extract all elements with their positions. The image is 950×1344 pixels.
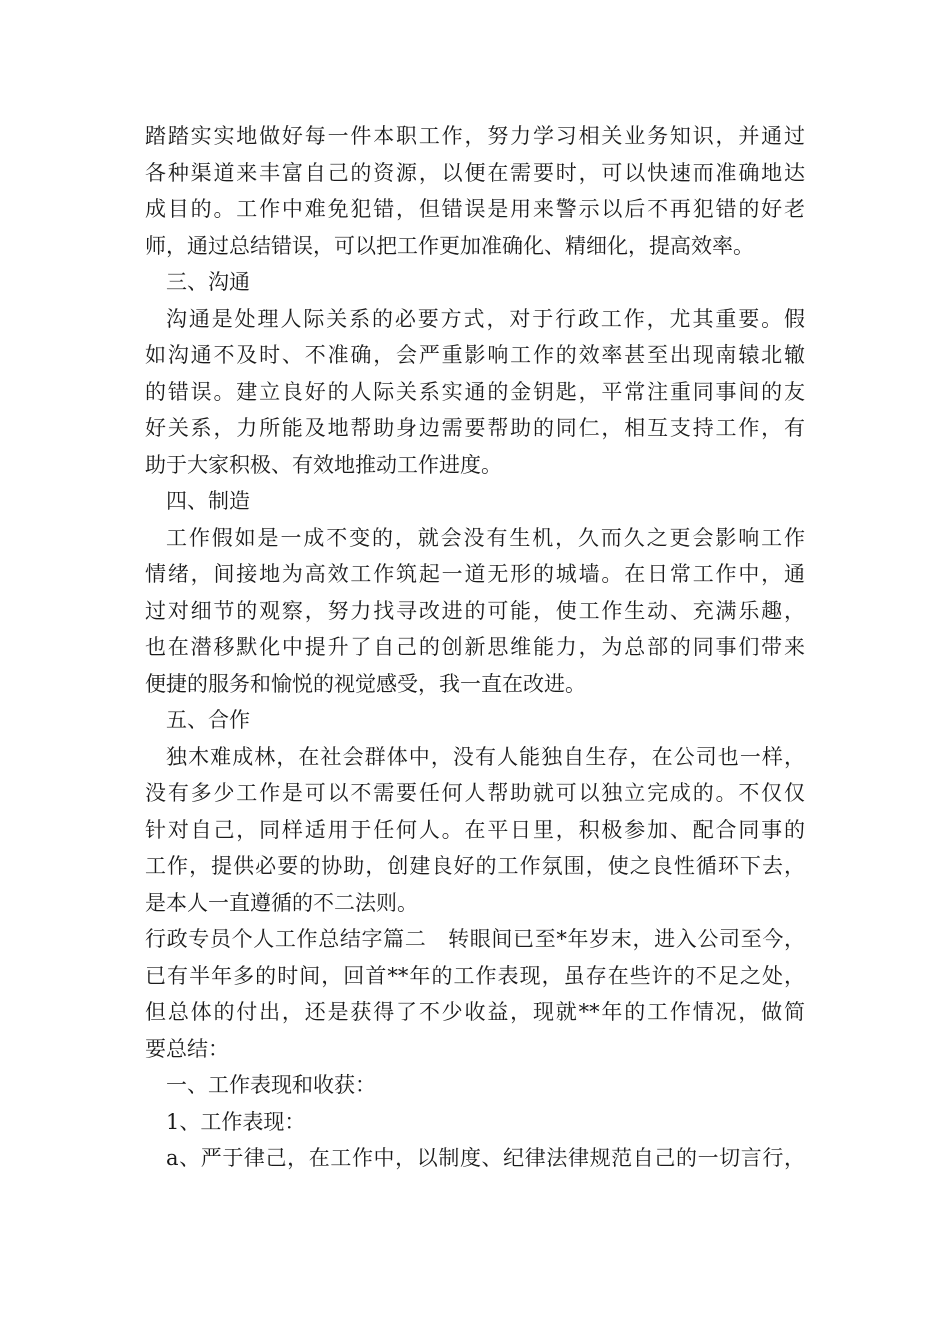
text-line: 针对自己，同样适用于任何人。在平日里，积极参加、配合同事的 [145, 817, 805, 842]
text-line: 便捷的服务和愉悦的视觉感受，我一直在改进。 [145, 671, 586, 696]
text-line: 一、工作表现和收获： [166, 1073, 376, 1097]
text-line: 沟通是处理人际关系的必要方式，对于行政工作，尤其重要。假 [166, 306, 805, 331]
text-line: 好关系，力所能及地帮助身边需要帮助的同仁，相互支持工作，有 [145, 416, 805, 440]
text-line: 已有半年多的时间，回首**年的工作表现，虽存在些许的不足之处， [145, 963, 805, 988]
text-line: 行政专员个人工作总结字篇二 转眼间已至*年岁末，进入公司至今， [145, 927, 805, 951]
text-line: 成目的。工作中难免犯错，但错误是用来警示以后不再犯错的好老 [145, 197, 805, 221]
text-line: 工作假如是一成不变的，就会没有生机，久而久之更会影响工作 [166, 525, 805, 550]
text-line: 没有多少工作是可以不需要任何人帮助就可以独立完成的。不仅仅 [145, 781, 805, 805]
text-line: 工作，提供必要的协助，创建良好的工作氛围，使之良性循环下去， [145, 854, 805, 878]
text-line: 三、沟通 [166, 270, 250, 294]
text-line: 1、工作表现： [166, 1109, 306, 1134]
text-line: 过对细节的观察，努力找寻改进的可能，使工作生动、充满乐趣， [145, 598, 805, 623]
text-line: 踏踏实实地做好每一件本职工作，努力学习相关业务知识，并通过 [145, 124, 805, 148]
text-line: 五、合作 [166, 708, 250, 732]
text-line: 四、制造 [166, 489, 250, 513]
text-line: 的错误。建立良好的人际关系实通的金钥匙，平常注重同事间的友 [145, 379, 805, 404]
document-body [145, 118, 805, 1177]
text-line: 各种渠道来丰富自己的资源，以便在需要时，可以快速而准确地达 [145, 160, 805, 185]
text-line: 情绪，间接地为高效工作筑起一道无形的城墙。在日常工作中，通 [145, 562, 805, 586]
text-line: 但总体的付出，还是获得了不少收益，现就**年的工作情况，做简 [145, 1000, 805, 1024]
text-line: 是本人一直遵循的不二法则。 [145, 890, 418, 915]
text-line: 也在潜移默化中提升了自己的创新思维能力，为总部的同事们带来 [145, 635, 805, 659]
text-line: 独木难成林，在社会群体中，没有人能独自生存，在公司也一样， [166, 744, 805, 769]
text-line: 要总结： [145, 1036, 229, 1061]
text-line: 师，通过总结错误，可以把工作更加准确化、精细化，提高效率。 [145, 233, 754, 258]
text-line: 如沟通不及时、不准确，会严重影响工作的效率甚至出现南辕北辙 [145, 343, 805, 367]
text-line: a、严于律己，在工作中，以制度、纪律法律规范自己的一切言行， [166, 1146, 805, 1170]
text-line: 助于大家积极、有效地推动工作进度。 [145, 452, 502, 477]
